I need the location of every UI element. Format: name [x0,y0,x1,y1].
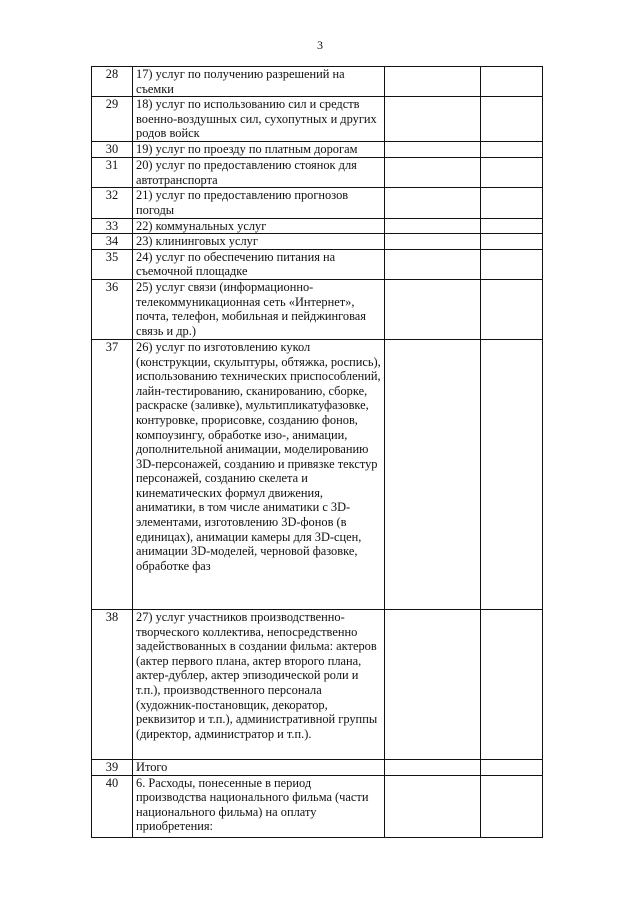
value-cell [385,142,481,158]
row-description: Итого [133,759,385,775]
row-number: 38 [92,609,133,759]
value-cell [481,188,543,218]
row-description: 27) услуг участников производственно-творческого коллектива, непосредственно задействованных в создании фильма: актеров (актер первого плана, актер второго плана, актер-дублер, актер эпизодической роли и т.п.), производственного персонала (художник-постановщик, декоратор, реквизитор и т.п.), административной группы (директор, администратор и т.п.). [133,609,385,759]
table-row [92,188,543,218]
value-cell [481,759,543,775]
value-cell [481,97,543,142]
row-number: 33 [92,218,133,234]
table-row [92,97,543,142]
row-description: 24) услуг по обеспечению питания на съемочной площадке [133,249,385,279]
expense-table [91,66,543,838]
row-number: 34 [92,234,133,250]
row-description: 19) услуг по проезду по платным дорогам [133,142,385,158]
value-cell [481,234,543,250]
table-row [92,279,543,339]
row-description: 18) услуг по использованию сил и средств военно-воздушных сил, сухопутных и других родов войск [133,97,385,142]
value-cell [481,279,543,339]
row-number: 39 [92,759,133,775]
row-number: 30 [92,142,133,158]
value-cell [481,339,543,609]
row-number: 29 [92,97,133,142]
value-cell [385,279,481,339]
value-cell [385,234,481,250]
table-row [92,234,543,250]
value-cell [481,775,543,837]
row-number: 28 [92,67,133,97]
table-row [92,339,543,609]
value-cell [481,249,543,279]
value-cell [481,609,543,759]
value-cell [385,67,481,97]
row-description: 21) услуг по предоставлению прогнозов погоды [133,188,385,218]
value-cell [481,218,543,234]
value-cell [385,249,481,279]
value-cell [385,775,481,837]
table-row [92,775,543,837]
table-row [92,759,543,775]
page-number: 3 [317,38,323,52]
row-number: 37 [92,339,133,609]
value-cell [385,158,481,188]
table-row [92,67,543,97]
row-description: 25) услуг связи (информационно-телекоммуникационная сеть «Интернет», почта, телефон, мобильная и пейджинговая связь и др.) [133,279,385,339]
row-number: 36 [92,279,133,339]
row-description: 23) клининговых услуг [133,234,385,250]
table-row [92,218,543,234]
row-description: 22) коммунальных услуг [133,218,385,234]
value-cell [385,218,481,234]
row-number: 35 [92,249,133,279]
row-description: 6. Расходы, понесенные в период производства национального фильма (части национального фильма) на оплату приобретения: [133,775,385,837]
value-cell [385,609,481,759]
value-cell [385,759,481,775]
value-cell [481,67,543,97]
row-number: 32 [92,188,133,218]
value-cell [481,142,543,158]
table-row [92,158,543,188]
value-cell [385,97,481,142]
table-row [92,142,543,158]
value-cell [481,158,543,188]
table-row [92,609,543,759]
value-cell [385,339,481,609]
row-description: 17) услуг по получению разрешений на съемки [133,67,385,97]
row-description: 20) услуг по предоставлению стоянок для автотранспорта [133,158,385,188]
row-description: 26) услуг по изготовлению кукол (конструкции, скульптуры, обтяжка, роспись), использованию технических приспособлений, лайн-тестированию, сканированию, сборке, раскраске (заливке), мультипликатуфазовке, контуровке, прорисовке, созданию фонов, компоузингу, обработке изо-, анимации, дополнительной анимации, моделированию 3D-персонажей, созданию и привязке текстур персонажей, созданию скелета и кинематических формул движения, аниматики, в том числе аниматики с 3D-элементами, изготовлению 3D-фонов (в единицах), анимации камеры для 3D-сцен, анимации 3D-моделей, черновой фазовке, обработке фаз [133,339,385,609]
row-number: 40 [92,775,133,837]
table-row [92,249,543,279]
row-number: 31 [92,158,133,188]
value-cell [385,188,481,218]
